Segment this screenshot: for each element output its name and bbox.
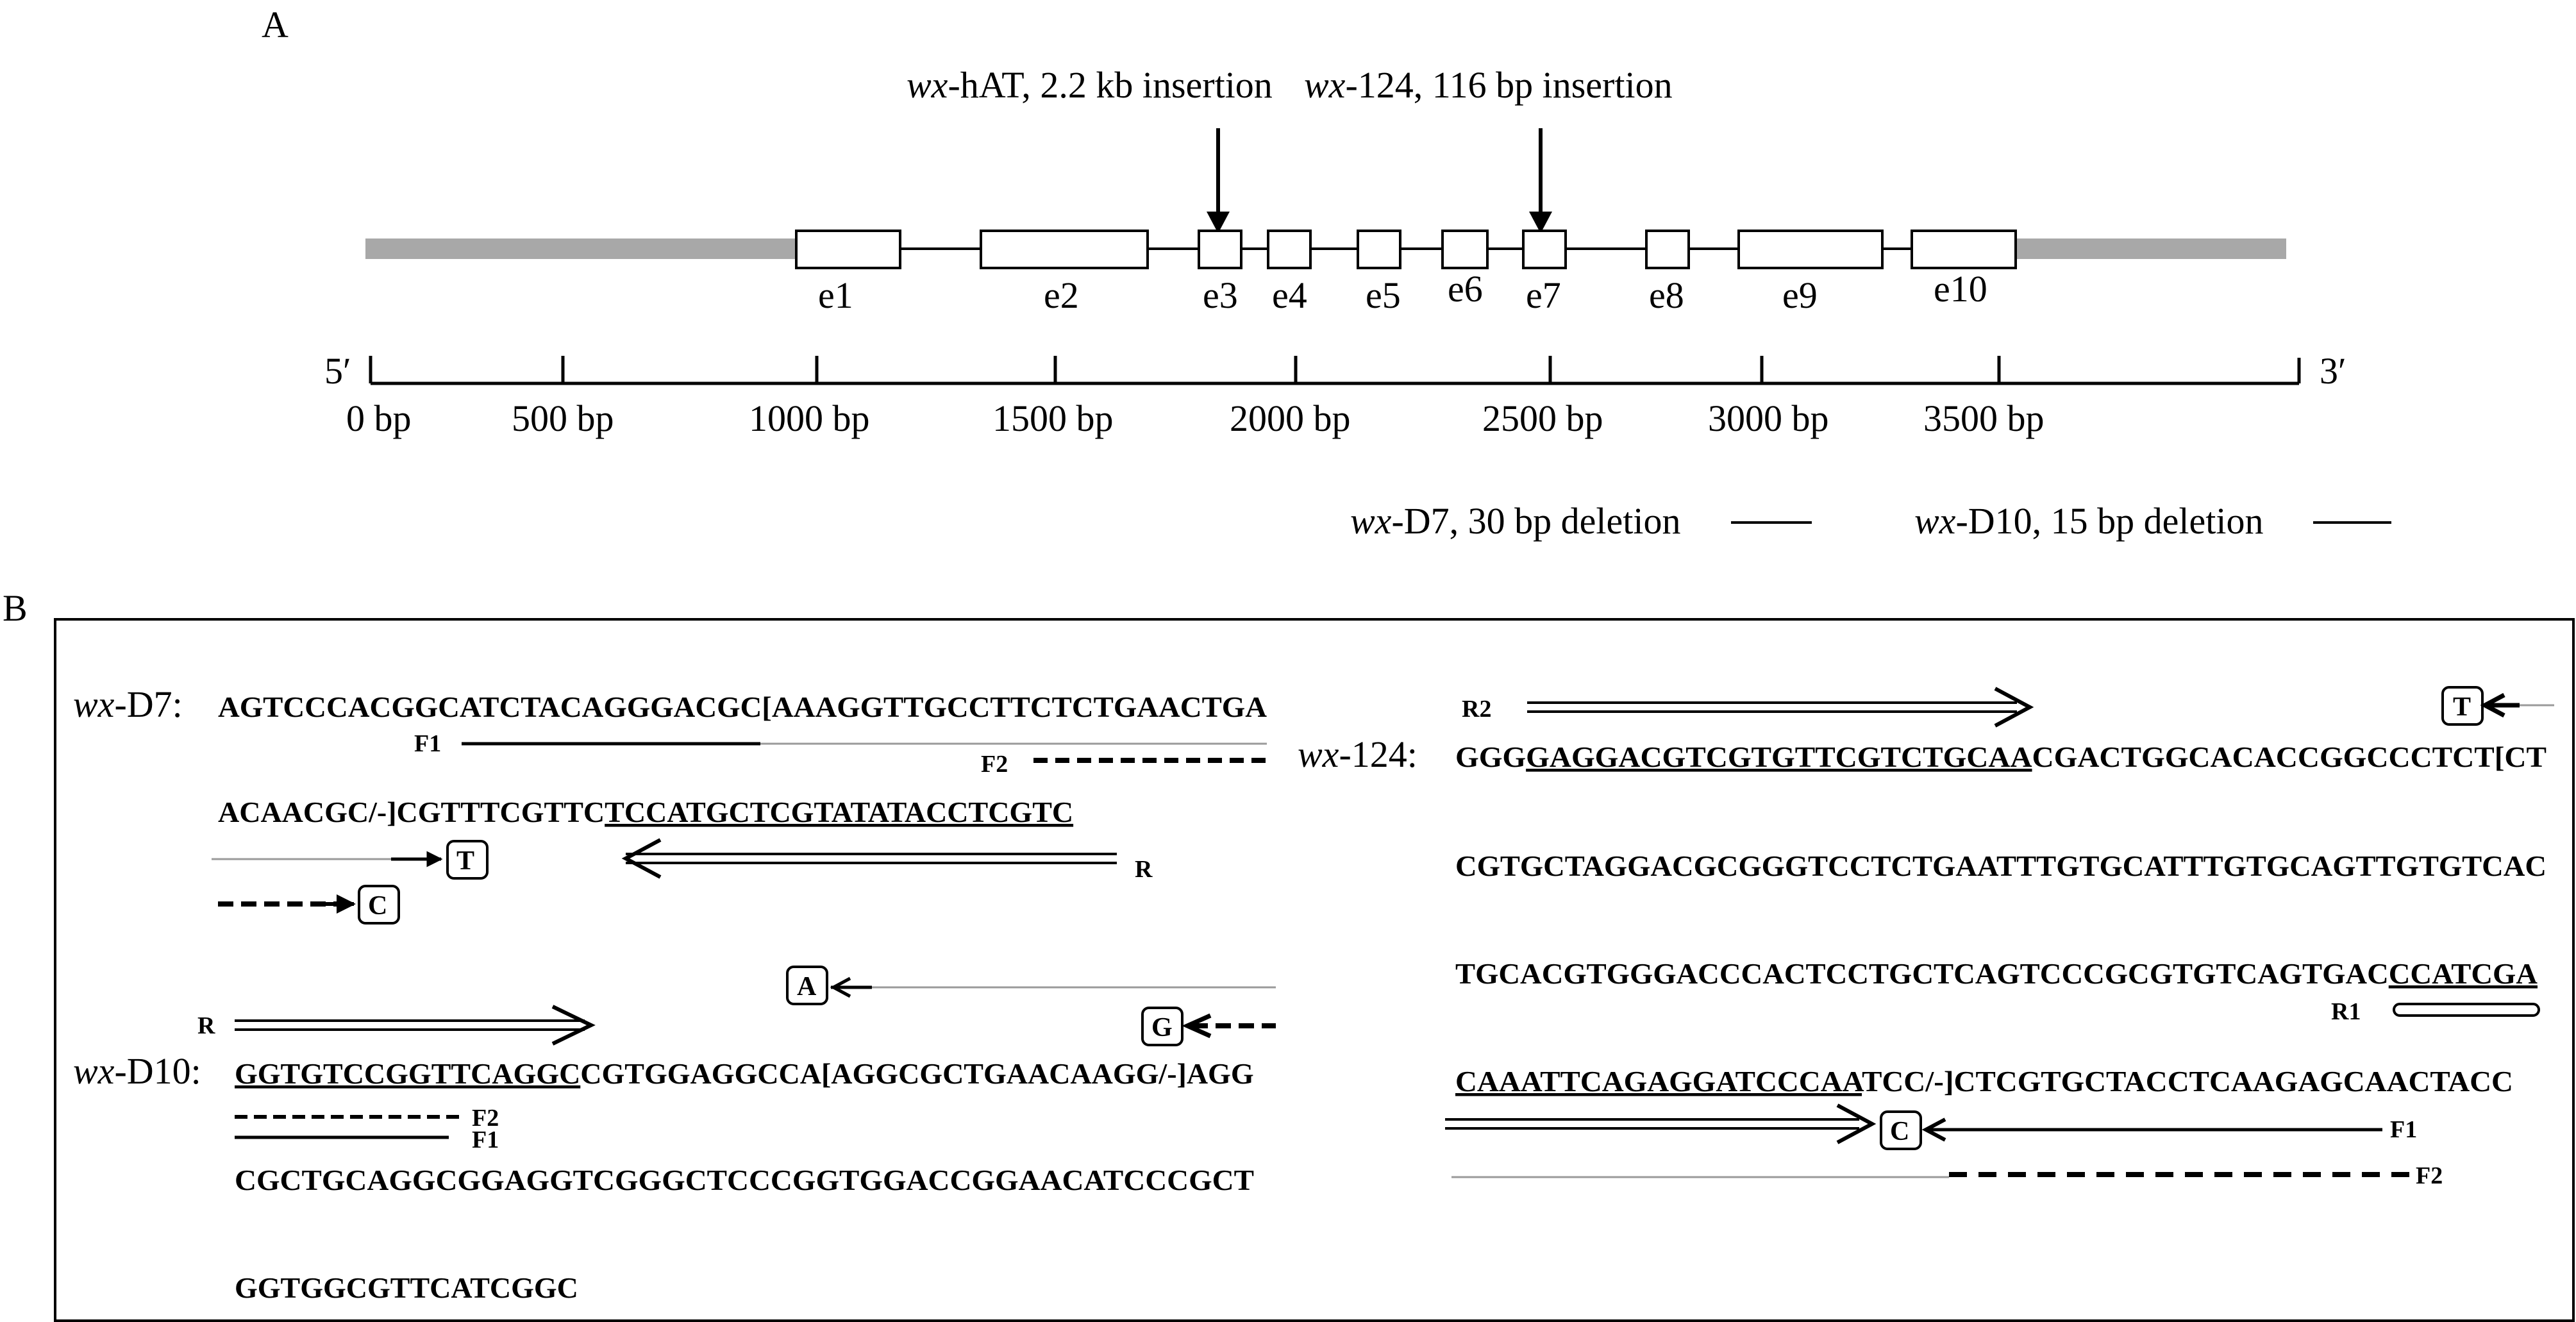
wx-d10-seq-line1: GGTGTCCGGTTCAGGCCGTGGAGGCCA[AGGCGCTGAACAAGG/-]AGG	[235, 1057, 1254, 1090]
wx-124-seq-line4: CAAATTCAGAGGATCCCAA TCC/-]CTCGTGCTACCTCAAGAGCAACTACC	[1455, 1065, 2500, 1098]
utr-3prime	[2016, 238, 2286, 259]
wx-d10-name: wx-D10:	[73, 1050, 201, 1092]
wx-124-snp-c: C	[1890, 1117, 1910, 1146]
wx-d10-r-label: R	[197, 1012, 215, 1039]
wx-d10-snp-g: G	[1151, 1013, 1173, 1042]
deletion-label-d7: wx-D7, 30 bp deletion	[1350, 500, 1681, 542]
wx-124-snp-t: T	[2453, 692, 2471, 722]
exon-e1	[796, 231, 900, 268]
exon-label-e2: e2	[1044, 274, 1079, 316]
deletion-label-d10: wx-D10, 15 bp deletion	[1914, 500, 2264, 542]
exon-e8	[1646, 231, 1689, 268]
wx-d7-seq-line2: ACAACGC/-]CGTTTCGTTCTCCATGCTCGTATATACCTCGTC	[218, 796, 1074, 828]
exon-label-e9: e9	[1782, 274, 1818, 316]
exon-labels	[818, 268, 1987, 316]
exon-e7	[1523, 231, 1566, 268]
exon-e10	[1912, 231, 2016, 268]
exon-label-e6: e6	[1448, 268, 1483, 310]
scale-label-1500: 1500 bp	[992, 397, 1114, 439]
wx-d7-r-label: R	[1135, 856, 1153, 883]
exon-e2	[981, 231, 1148, 268]
wx-d10-seq-line3: GGTGGCGTTCATCGGC	[235, 1271, 578, 1304]
wx-d10-block	[73, 967, 1276, 1304]
wx-124-seq-line2: CGTGCTAGGACGCGGGTCCTCTGAATTTGTGCATTTGTGCAGTTGTGTCAC	[1455, 849, 2547, 882]
scale-tick-labels	[346, 397, 2045, 439]
wx-d7-f2-label: F2	[981, 751, 1008, 778]
wx-d7-r-arrowhead	[626, 840, 660, 877]
scale-label-2000: 2000 bp	[1230, 397, 1351, 439]
scale-label-3500: 3500 bp	[1923, 397, 2045, 439]
exon-label-e5: e5	[1366, 274, 1401, 316]
exon-label-e8: e8	[1649, 274, 1684, 316]
exon-e4	[1268, 231, 1310, 268]
wx-d10-snp-a: A	[797, 972, 817, 1001]
exon-label-e7: e7	[1526, 274, 1561, 316]
wx-124-r1-label: R1	[2331, 998, 2361, 1025]
wx-d10-f1-label: F1	[472, 1126, 499, 1153]
wx-124-r1-arrowhead	[1837, 1105, 1872, 1142]
exon-label-e3: e3	[1203, 274, 1238, 316]
scale-label-500: 500 bp	[512, 397, 614, 439]
wx-d7-seq-line1: AGTCCCACGGCATCTACAGGGACGC[AAAGGTTGCCTTCTCTGAACTGA	[218, 690, 1267, 723]
wx-124-r2-arrowhead	[1995, 689, 2030, 726]
insertion-label-hat: wx-hAT, 2.2 kb insertion	[907, 64, 1273, 106]
wx-d7-f1-label: F1	[414, 730, 442, 757]
panel-a-label: A	[262, 4, 289, 46]
wx-124-r1-primer	[2394, 1004, 2539, 1016]
scale-label-1000: 1000 bp	[749, 397, 870, 439]
scale-label-3000: 3000 bp	[1708, 397, 1829, 439]
wx-124-seq-line1: GGGGAGGACGTCGTGTTCGTCTGCAA CGACTGGCACACCGGCCCTCT[CT	[1455, 740, 2534, 773]
wx-124-f2-label: F2	[2416, 1162, 2443, 1189]
exon-label-e10: e10	[1934, 268, 1987, 310]
exon-label-e1: e1	[818, 274, 853, 316]
exon-e9	[1739, 231, 1882, 268]
scale-label-0: 0 bp	[346, 397, 412, 439]
wx-d7-block	[73, 683, 1273, 923]
wx-d10-r-arrowhead	[553, 1007, 591, 1044]
wx-124-f1-label: F1	[2390, 1116, 2418, 1143]
exon-e5	[1358, 231, 1400, 268]
wx-d7-name: wx-D7:	[73, 683, 183, 725]
wx-124-name: wx-124:	[1298, 733, 1418, 775]
wx-d10-seq-line2: CGCTGCAGGCGGAGGTCGGGCTCCCGGTGGACCGGAACATCCCGCT	[235, 1164, 1254, 1196]
panel-b-label: B	[3, 587, 28, 629]
insertion-label-124: wx-124, 116 bp insertion	[1304, 64, 1673, 106]
wx-d7-snp-t: T	[456, 846, 475, 876]
exon-label-e4: e4	[1272, 274, 1307, 316]
wx-d7-snp-c: C	[368, 891, 388, 921]
wx-d10-f2-label: F2	[472, 1105, 499, 1132]
scale-ticks	[371, 356, 1999, 383]
wx-124-r2-label: R2	[1462, 696, 1492, 723]
five-prime-label: 5′	[324, 350, 351, 392]
utr-5prime	[365, 238, 796, 259]
wx-124-block	[1298, 687, 2554, 1189]
exon-e6	[1443, 231, 1487, 268]
wx-124-seq-line3: TGCACGTGGGACCCACTCCTGCTCAGTCCCGCGTGTCAGTGAC CCATCGA	[1455, 957, 2536, 990]
three-prime-label: 3′	[2320, 350, 2346, 392]
scale-label-2500: 2500 bp	[1482, 397, 1603, 439]
exon-e3	[1199, 231, 1241, 268]
